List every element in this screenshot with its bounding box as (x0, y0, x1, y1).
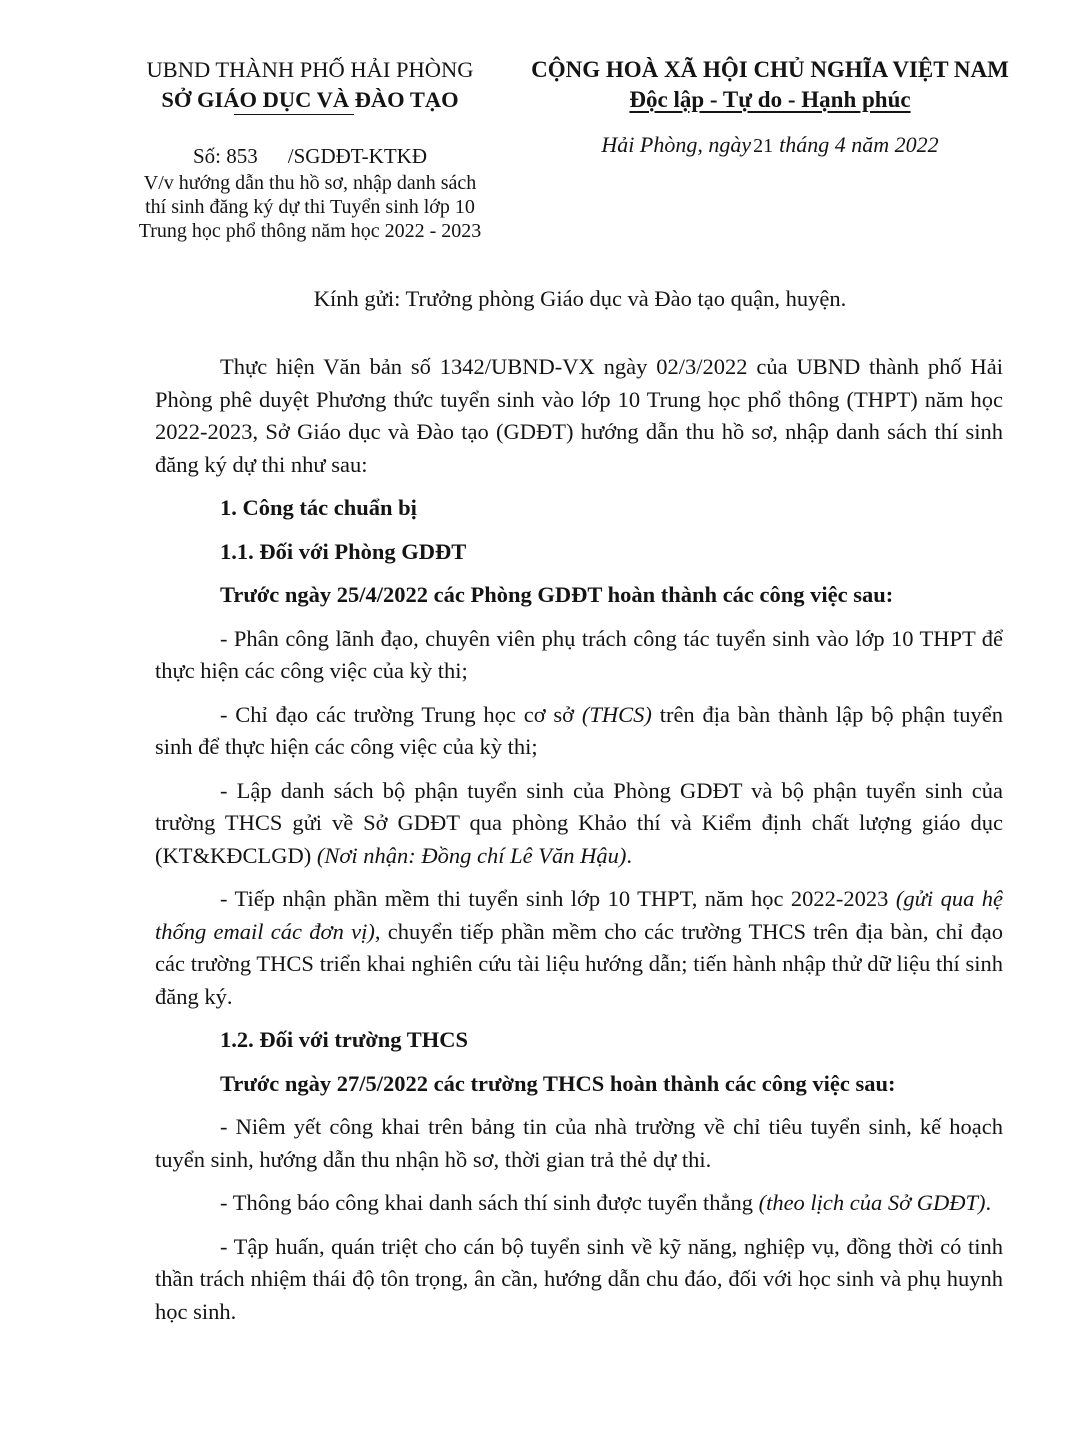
document-number-label: Số: 853 (193, 144, 258, 168)
subsection-heading: 1.2. Đối với trường THCS (220, 1027, 469, 1052)
document-number (120, 141, 500, 171)
department-name: SỞ GIÁO DỤC VÀ ĐÀO TẠO (161, 87, 459, 112)
subject-line: V/v hướng dẫn thu hồ sơ, nhập danh sách (143, 172, 477, 194)
task-text-italic: (THCS) (581, 701, 652, 727)
subsection-heading: 1.1. Đối với Phòng GDĐT (220, 538, 467, 564)
task-item (155, 775, 1003, 873)
national-title-block (520, 55, 1020, 115)
document-number-code: /SGDĐT-KTKĐ (287, 144, 427, 168)
task-text: , chuyển tiếp phần mềm cho các trường THCS trên địa bàn, chỉ đạo các trường THCS triển khai nghiên cứu tài liệu hướng dẫn; tiến hành nhập thử dữ liệu thí sinh đăng ký. (155, 918, 1003, 1009)
task-item: - Niêm yết công khai trên bảng tin của nhà trường về chỉ tiêu tuyển sinh, kế hoạch tuyển sinh, hướng dẫn thu nhận hồ sơ, thời gian trả thẻ dự thi. (155, 1114, 1003, 1172)
task-text: . (626, 842, 632, 868)
deadline-heading: Trước ngày 25/4/2022 các Phòng GDĐT hoàn thành các công việc sau: (220, 582, 894, 607)
deadline-heading: Trước ngày 27/5/2022 các trường THCS hoàn thành các công việc sau: (220, 1070, 896, 1096)
intro-paragraph: Thực hiện Văn bản số 1342/UBND-VX ngày 02/3/2022 của UBND thành phố Hải Phòng phê duyệt Phương thức tuyển sinh vào lớp 10 Trung học phổ thông (THPT) năm học 2022-2023, Sở Giáo dục và Đào tạo (GDĐT) hướng dẫn thu hồ sơ, nhập danh sách thí sinh đăng ký dự thi như sau: (155, 354, 1003, 477)
task-text: trên địa bàn thành lập bộ phận tuyển sinh để thực hiện các công việc của kỳ thi; (155, 701, 1004, 759)
subject-line: Trung học phổ thông năm học 2022 - 2023 (138, 220, 482, 242)
task-text: . (985, 1190, 992, 1215)
task-item: - Tập huấn, quán triệt cho cán bộ tuyển sinh về kỹ năng, nghiệp vụ, đồng thời có tinh thần trách nhiệm thái độ tôn trọng, ân cần, hướng dẫn chu đáo, đối với học sinh và phụ huynh học sinh. (155, 1233, 1003, 1324)
task-text: - Tiếp nhận phần mềm thi tuyển sinh lớp 10 THPT, năm học 2022-2023 (220, 886, 896, 911)
authority-name: UBND THÀNH PHỐ HẢI PHÒNG (146, 57, 474, 82)
section-heading: 1. Công tác chuẩn bị (220, 495, 417, 520)
task-item: - Phân công lãnh đạo, chuyên viên phụ trách công tác tuyển sinh vào lớp 10 THPT để thực hiện các công việc của kỳ thi; (155, 625, 1003, 683)
task-text-italic: (gửi qua hệ thống email các đơn vị) (155, 886, 1003, 944)
department-underline (234, 114, 354, 115)
place-date-prefix: Hải Phòng, ngày (601, 132, 752, 157)
date-day: 21 (753, 135, 774, 157)
national-motto: Độc lập - Tự do - Hạnh phúc (629, 87, 911, 112)
document-number-block (120, 141, 500, 243)
place-date-suffix: tháng 4 năm 2022 (779, 132, 939, 157)
subject-line: thí sinh đăng ký dự thi Tuyển sinh lớp 10 (145, 196, 475, 218)
task-item (155, 883, 1003, 1013)
task-item (155, 699, 1003, 764)
document-body (155, 351, 1003, 1328)
task-text: - Lập danh sách bộ phận tuyển sinh của Phòng GDĐT và bộ phận tuyển sinh của trường THCS gửi về Sở GDĐT qua phòng Khảo thí và Kiểm định chất lượng giáo dục (KT&KĐCLGD) (155, 777, 1003, 868)
nation-name: CỘNG HOÀ XÃ HỘI CHỦ NGHĨA VIỆT NAM (531, 57, 1009, 82)
task-item (155, 1187, 1003, 1220)
place-and-date (520, 130, 1020, 161)
recipient-line: Kính gửi: Trưởng phòng Giáo dục và Đào tạo quận, huyện. (313, 286, 847, 311)
task-text-italic: (Nơi nhận: Đồng chí Lê Văn Hậu) (316, 842, 627, 868)
task-text-italic: (theo lịch của Sở GDĐT) (758, 1190, 986, 1215)
task-text: - Thông báo công khai danh sách thí sinh được tuyển thẳng (220, 1190, 759, 1215)
task-text: - Chỉ đạo các trường Trung học cơ sở (220, 701, 582, 727)
issuing-authority-block (100, 55, 520, 115)
